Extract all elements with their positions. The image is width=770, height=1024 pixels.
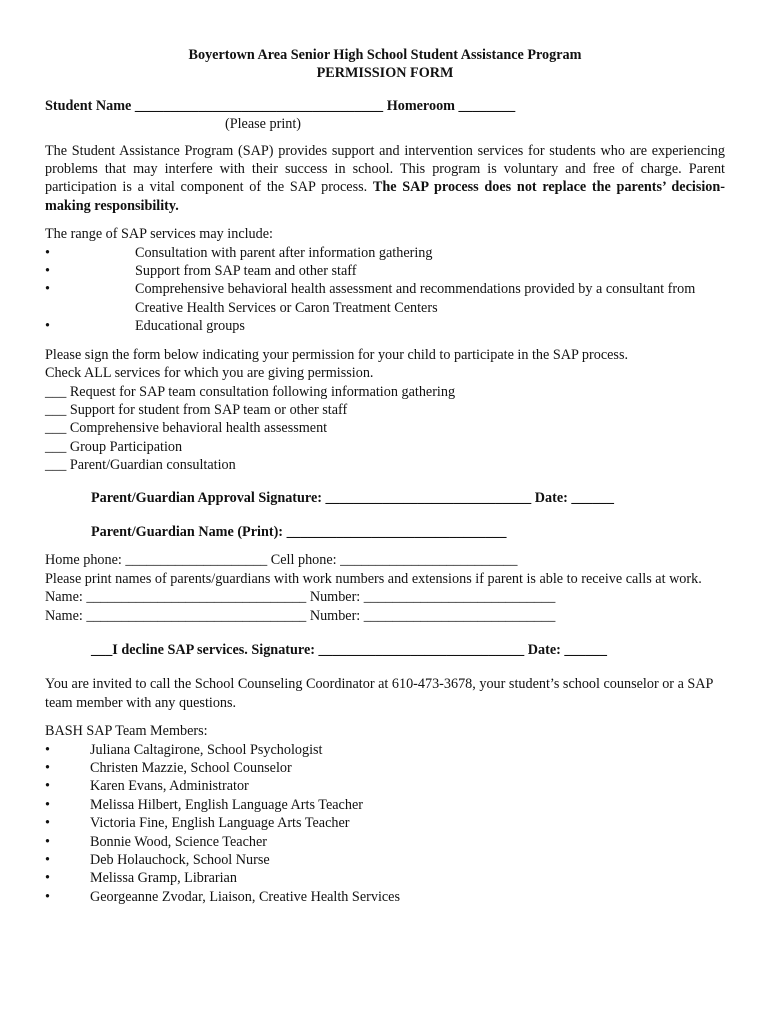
- team-members-list: [45, 741, 725, 907]
- list-item: • Bonnie Wood, Science Teacher: [45, 833, 267, 850]
- bullet-icon: •: [45, 760, 50, 776]
- form-title-line1: Boyertown Area Senior High School Student Assistance Program: [188, 47, 582, 63]
- permission-option[interactable]: ___ Comprehensive behavioral health assessment: [45, 420, 328, 437]
- intro-bold-text: The SAP process does not replace the parents’ decision-making responsibility.: [45, 179, 725, 214]
- bullet-icon: •: [45, 852, 50, 869]
- phone-fields[interactable]: Home phone: ____________________ Cell phone: _________________________: [45, 552, 518, 569]
- list-item: • Consultation with parent after information gathering: [45, 244, 433, 261]
- bullet-icon: •: [45, 778, 50, 795]
- bullet-icon: •: [45, 888, 50, 905]
- list-item: • Deb Holauchock, School Nurse: [45, 852, 270, 869]
- approval-signature-line[interactable]: Parent/Guardian Approval Signature: _____________________________ Date: ______: [91, 489, 614, 506]
- bullet-icon: •: [45, 815, 50, 832]
- services-heading: The range of SAP services may include:: [45, 226, 273, 243]
- permission-option[interactable]: ___ Group Participation: [45, 438, 183, 455]
- list-item: • Support from SAP team and other staff: [45, 263, 357, 280]
- permission-option[interactable]: ___ Request for SAP team consultation following information gathering: [45, 383, 456, 400]
- form-title-line2: PERMISSION FORM: [316, 65, 454, 82]
- bullet-icon: •: [45, 263, 50, 280]
- list-item: • Victoria Fine, English Language Arts Teacher: [45, 815, 350, 832]
- list-item: • Melissa Hilbert, English Language Arts Teacher: [45, 796, 363, 813]
- invite-paragraph: You are invited to call the School Counseling Coordinator at 610-473-3678, your student’s school counselor or a SAP team member with any questions.: [45, 676, 713, 711]
- permission-instruction-2: Check ALL services for which you are giving permission.: [45, 365, 374, 382]
- permission-option[interactable]: ___ Parent/Guardian consultation: [45, 457, 236, 474]
- decline-signature-line[interactable]: ___I decline SAP services. Signature: _____________________________ Date: ______: [91, 641, 607, 658]
- permission-instruction-1: Please sign the form below indicating your permission for your child to participate in the SAP process.: [45, 346, 629, 363]
- bullet-icon: •: [45, 870, 50, 887]
- list-item: • Juliana Caltagirone, School Psychologist: [45, 741, 323, 758]
- bullet-icon: •: [45, 318, 50, 335]
- student-name-row: [45, 97, 725, 115]
- permission-option[interactable]: ___ Support for student from SAP team or other staff: [45, 401, 348, 418]
- guardian-name-line[interactable]: Parent/Guardian Name (Print): _______________________________: [91, 523, 507, 540]
- work-number-instruction: Please print names of parents/guardians with work numbers and extensions if parent is able to receive calls at work.: [45, 570, 702, 587]
- list-item: • Educational groups: [45, 318, 245, 335]
- intro-paragraph: [45, 142, 725, 216]
- intro-text: The Student Assistance Program (SAP) provides support and intervention services for students who are experiencing problems that may interfere with their success in school. This program is voluntary and free of charge. Parent participation is a vital component of the SAP process.: [45, 142, 725, 196]
- bullet-icon: •: [45, 796, 50, 813]
- contact-name-number-row[interactable]: Name: _______________________________ Number: ___________________________: [45, 607, 556, 624]
- bullet-icon: •: [45, 833, 50, 850]
- list-item: • Georgeanne Zvodar, Liaison, Creative Health Services: [45, 888, 400, 905]
- list-item: • Melissa Gramp, Librarian: [45, 870, 237, 887]
- list-item: • Christen Mazzie, School Counselor: [45, 760, 292, 776]
- bullet-icon: •: [45, 741, 50, 758]
- list-item: • Karen Evans, Administrator: [45, 778, 249, 795]
- bullet-icon: •: [45, 281, 50, 298]
- bullet-icon: •: [45, 244, 50, 261]
- team-heading: BASH SAP Team Members:: [45, 723, 208, 740]
- student-name-label: Student Name ___________________________________: [45, 97, 384, 114]
- services-list: [45, 244, 725, 336]
- homeroom-label: Homeroom ________: [386, 97, 516, 114]
- list-item: • Comprehensive behavioral health assessment and recommendations provided by a consultant from Creative Health Services or Caron Treatment Centers: [45, 281, 696, 316]
- please-print-note: (Please print): [225, 116, 302, 133]
- contact-name-number-row[interactable]: Name: _______________________________ Number: ___________________________: [45, 589, 556, 606]
